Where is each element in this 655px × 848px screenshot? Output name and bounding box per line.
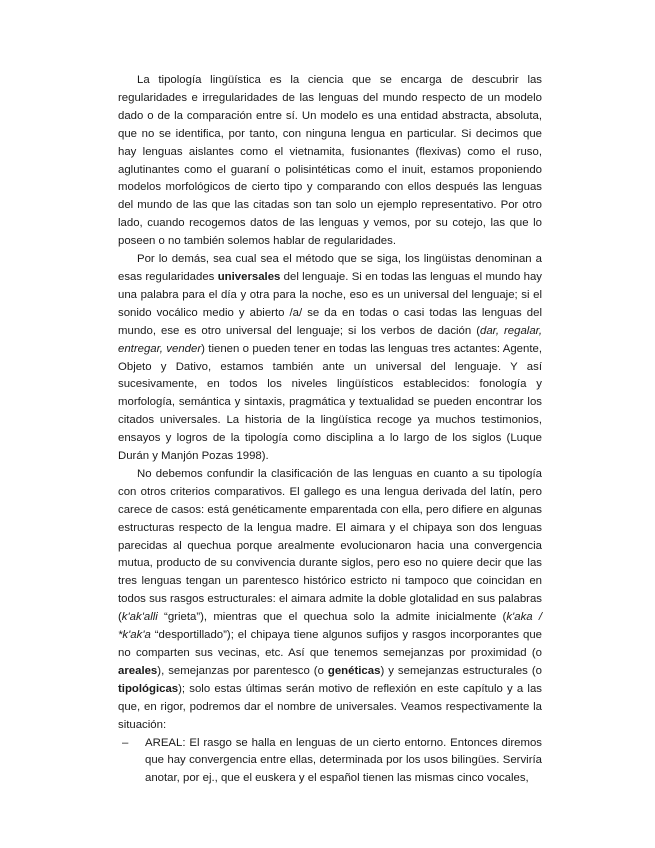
text-run: del lenguaje. Si en todas las lenguas el mundo hay una palabra para el día y otra para la noche, eso es un universal del lenguaje; si el sonido vocálico medio y abierto /a/ se da en todas o casi todas las lenguas del mundo, ese es otro universal del lenguaje; si los verbos de dación ( (118, 270, 542, 337)
paragraph-3 (118, 466, 542, 735)
bold-term: tipológicas (118, 682, 179, 695)
text-run: ) y semejanzas estructurales (o (380, 664, 542, 677)
list-item-text: AREAL: El rasgo se halla en lenguas de un cierto entorno. Entonces diremos que hay convergencia entre ellas, determinada por los usos bilingües. Serviría anotar, por ej., que el euskera y el español tienen las mismas cinco vocales, (145, 736, 542, 785)
list-item (118, 735, 542, 789)
text-run: No debemos confundir la clasificación de las lenguas en cuanto a su tipología con otros criterios comparativos. El gallego es una lengua derivada del latín, pero carece de casos: está genéticamente emparentada con ella, pero difiere en algunas estructuras respecto de la lengua madre. El aimara y el chipaya son dos lenguas parecidas al quechua porque arealmente evolucionaron hacia una convergencia mutua, producto de su convivencia durante siglos, pero eso no quiere decir que las tres lenguas tengan un parentesco histórico estricto ni tampoco que coincidan en todos sus rasgos estructurales: el aimara admite la doble glotalidad en sus palabras ( (118, 467, 542, 624)
text-run: ); solo estas últimas serán motivo de reflexión en este capítulo y a las que, en rigor, podremos dar el nombre de universales. Veamos respectivamente la situación: (118, 682, 542, 731)
paragraph-2 (118, 251, 542, 466)
bullet-list (118, 735, 542, 789)
text-run: ) tienen o pueden tener en todas las lenguas tres actantes: Agente, Objeto y Dativo, estamos también ante un universal del lenguaje. Y así sucesivamente, en todos los niveles lingüísticos establecidos: fonología y morfología, semántica y sintaxis, pragmática y textualidad se pueden encontrar los citados universales. La historia de la lingüística recoge ya muchos testimonios, ensayos y logros de la tipología como disciplina a lo largo de los siglos (Luque Durán y Manjón Pozas 1998). (118, 342, 542, 463)
italic-term: k'ak'alli (121, 611, 158, 624)
bold-term: universales (217, 270, 281, 283)
text-run: La tipología lingüística es la ciencia que se encarga de descubrir las regularidades e irregularidades de las lenguas del mundo respecto de un modelo dado o de la comparación entre sí. Un modelo es una entidad abstracta, absoluta, que no se identifica, por tanto, con ninguna lengua en particular. Si decimos que hay lenguas aislantes como el vietnamita, fusionantes (flexivas) como el ruso, aglutinantes como el guaraní o polisintéticas como el inuit, estamos proponiendo modelos morfológicos de cierto tipo y comparando con ellos después las lenguas del mundo de las que las citadas son tan solo un ejemplo representativo. Por otro lado, cuando recogemos datos de las lenguas y vemos, por su cotejo, las que lo poseen o no también solemos hablar de regularidades. (118, 74, 542, 248)
text-run: ), semejanzas por parentesco (o (157, 664, 328, 677)
bold-term: genéticas (327, 664, 381, 677)
dash-bullet: – (122, 736, 129, 749)
document-page (118, 72, 542, 788)
text-run: Por lo demás, sea cual sea el método que se siga, los lingüistas denominan a esas regularidades (118, 253, 542, 283)
paragraph-1 (118, 72, 542, 251)
text-run: “desportillado”); el chipaya tiene algunos sufijos y rasgos incorporantes que no comparten sus vecinas, etc. Así que tenemos semejanzas por proximidad (o (118, 629, 542, 659)
italic-term: k'aka / *k'ak'a (118, 611, 542, 642)
italic-term: dar, regalar, entregar, vender (118, 324, 542, 355)
bold-term: areales (118, 664, 158, 677)
text-run: “grieta”), mientras que el quechua solo la admite inicialmente ( (157, 611, 507, 624)
